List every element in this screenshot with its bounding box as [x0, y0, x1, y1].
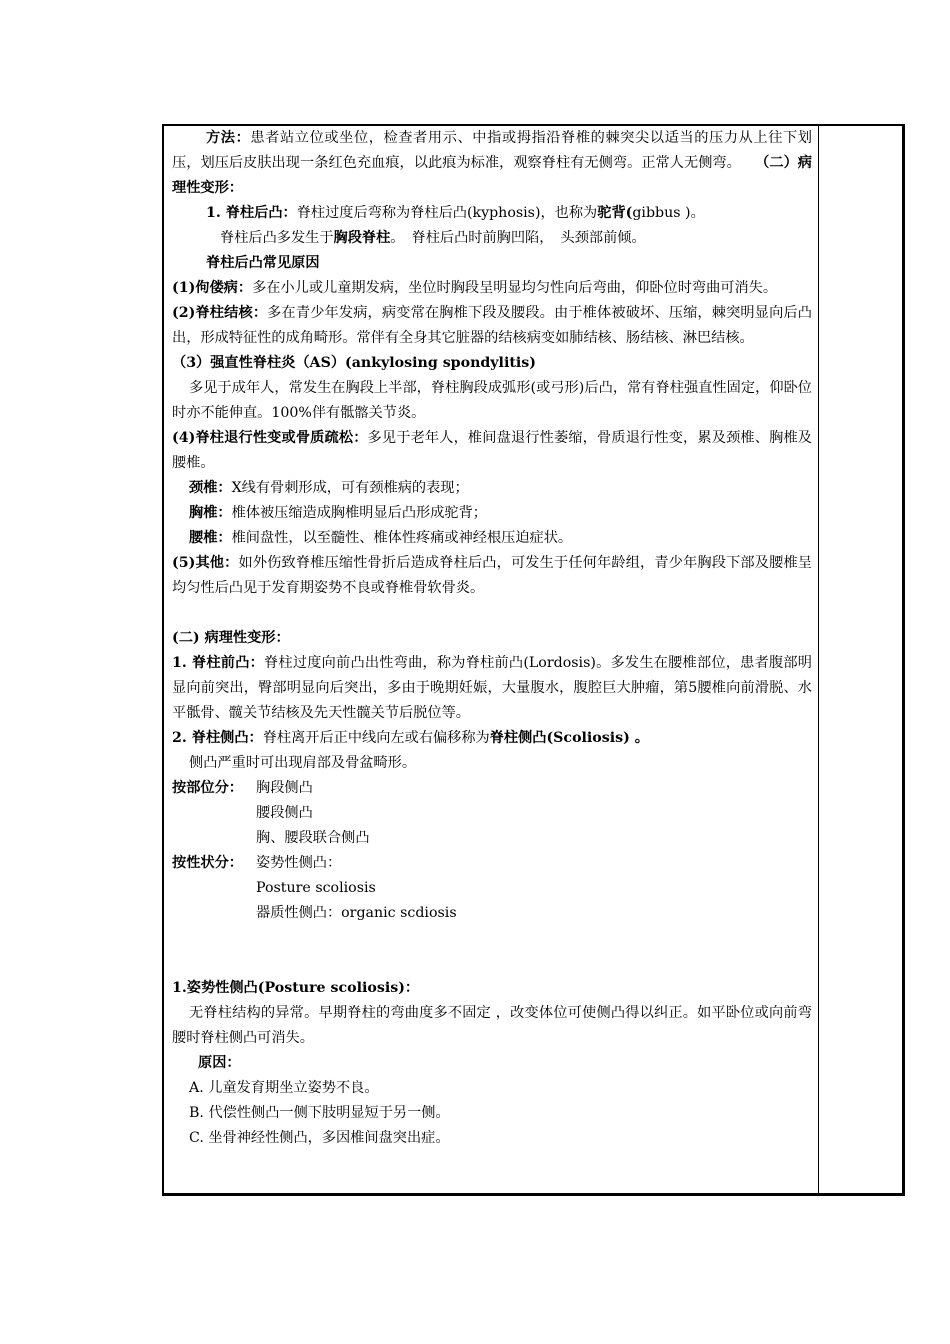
- kyphosis-site-a: 脊柱后凸多发生于: [220, 230, 334, 246]
- method-label: 方法：: [206, 130, 251, 146]
- degen-paragraph: [172, 426, 812, 476]
- kyphosis-site-b: 。 脊柱后凸时前胸凹陷， 头颈部前倾。: [390, 230, 646, 246]
- spacer-large: [172, 926, 812, 976]
- by-site-row-3: [172, 826, 812, 851]
- by-site-item-3: 胸、腰段联合侧凸: [256, 830, 370, 846]
- by-nature-item-3: 器质性侧凸：organic scdiosis: [256, 905, 457, 921]
- postural-text: 无脊柱结构的异常。早期脊柱的弯曲度多不固定 ，改变体位可使侧凸得以纠正。如平卧位或向前弯腰时脊柱侧凸可消失。: [172, 1005, 812, 1046]
- section2-title-text: (二) 病理性变形：: [172, 630, 290, 646]
- thoracic-label: 胸椎：: [189, 505, 232, 521]
- reason-a-line: [172, 1076, 812, 1101]
- table-content-cell: [172, 126, 812, 1151]
- postural-title: [172, 976, 812, 1001]
- postural-paragraph: [172, 1001, 812, 1051]
- causes-title-text: 脊柱后凸常见原因: [206, 255, 320, 271]
- degen-label: (4)脊柱退行性变或骨质疏松：: [172, 430, 368, 446]
- reasons-label: 原因：: [198, 1055, 241, 1071]
- reason-c: C. 坐骨神经性侧凸，多因椎间盘突出症。: [189, 1130, 450, 1146]
- by-nature-item-2: Posture scoliosis: [256, 880, 376, 896]
- lordosis-paragraph: [172, 651, 812, 726]
- by-site-row-1: [172, 776, 812, 801]
- method-text: 患者站立位或坐位，检查者用示、中指或拇指沿脊椎的棘突尖以适当的压力从上往下划压，划压后皮肤出现一条红色充血痕，以此痕为标准，观察脊柱有无侧弯。正常人无侧弯。: [172, 130, 812, 171]
- scoliosis-severe-text: 侧凸严重时可出现肩部及骨盆畸形。: [189, 755, 417, 771]
- rickets-label: (1)佝偻病：: [172, 280, 253, 296]
- reason-c-line: [172, 1126, 812, 1151]
- as-title: [172, 351, 812, 376]
- lumbar-text: 椎间盘性，以至髓性、椎体性疼痛或神经根压迫症状。: [231, 530, 573, 546]
- kyphosis-site-paragraph: [172, 226, 812, 251]
- section2-inline-heading: （二）病理性变形：: [172, 155, 812, 196]
- rickets-text: 多在小儿或儿童期发病，坐位时胸段呈明显均匀性向后弯曲，仰卧位时弯曲可消失。: [252, 280, 778, 296]
- by-site-item-2: 腰段侧凸: [256, 805, 313, 821]
- lordosis-text: 脊柱过度向前凸出性弯曲，称为脊柱前凸(Lordosis)。多发生在腰椎部位，患者腹部明显向前突出，臀部明显向后突出，多由于晚期妊娠，大量腹水，腹腔巨大肿瘤，第5腰椎向前滑脱、水平骶骨、髋关节结核及先天性髋关节后脱位等。: [172, 655, 812, 721]
- other-label: (5)其他：: [172, 555, 239, 571]
- scoliosis-severe-line: [172, 751, 812, 776]
- other-paragraph: [172, 551, 812, 601]
- kyphosis-site-bold: 胸段脊柱: [333, 230, 391, 246]
- thoracic-text: 椎体被压缩造成胸椎明显后凸形成驼背；: [231, 505, 487, 521]
- by-nature-item-1: 姿势性侧凸：: [256, 855, 342, 871]
- tb-label: (2)脊柱结核：: [172, 305, 268, 321]
- section2-title: [172, 626, 812, 651]
- postural-title-text: 1.姿势性侧凸(Posture scoliosis)：: [172, 980, 420, 996]
- kyphosis-label: 1. 脊柱后凸：: [206, 205, 297, 221]
- by-nature-row-1: [172, 851, 812, 876]
- as-text: 多见于成年人，常发生在胸段上半部，脊柱胸段成弧形(或弓形)后凸，常有脊柱强直性固定，仰卧位时亦不能伸直。100%伴有骶髂关节炎。: [172, 380, 812, 421]
- method-paragraph: [172, 126, 812, 201]
- degen-text: 多见于老年人，椎间盘退行性萎缩，骨质退行性变，累及颈椎、胸椎及腰椎。: [172, 430, 812, 471]
- scoliosis-text: 脊柱离开后正中线向左或右偏移称为: [262, 730, 490, 746]
- as-title-text: （3）强直性脊柱炎（AS）(ankylosing spondylitis): [172, 355, 536, 371]
- reason-b: B. 代偿性侧凸一侧下肢明显短于另一侧。: [189, 1105, 450, 1121]
- kyphosis-text-b: gibbus )。: [632, 205, 705, 221]
- scoliosis-label: 2. 脊柱侧凸：: [172, 730, 263, 746]
- rickets-paragraph: [172, 276, 812, 301]
- by-nature-row-2: [172, 876, 812, 901]
- scoliosis-bold: 脊柱侧凸(Scoliosis) 。: [489, 730, 649, 746]
- reason-b-line: [172, 1101, 812, 1126]
- cervical-text: X线有骨刺形成，可有颈椎病的表现；: [231, 480, 469, 496]
- table-column-divider: [818, 124, 819, 1196]
- by-site-row-2: [172, 801, 812, 826]
- spacer: [172, 601, 812, 626]
- by-site-item-1: 胸段侧凸: [256, 780, 313, 796]
- causes-title: [172, 251, 812, 276]
- tb-text: 多在青少年发病，病变常在胸椎下段及腰段。由于椎体被破坏、压缩，棘突明显向后凸出，形成特征性的成角畸形。常伴有全身其它脏器的结核病变如肺结核、肠结核、淋巴结核。: [172, 305, 812, 346]
- scoliosis-paragraph: [172, 726, 812, 751]
- by-site-label: 按部位分：: [172, 780, 243, 796]
- reason-a: A. 儿童发育期坐立姿势不良。: [189, 1080, 379, 1096]
- by-nature-row-3: [172, 901, 812, 926]
- kyphosis-text-a: 脊柱过度后弯称为脊柱后凸(kyphosis)，也称为: [296, 205, 598, 221]
- cervical-line: [172, 476, 812, 501]
- by-nature-label: 按性状分：: [172, 855, 243, 871]
- kyphosis-paragraph: [172, 201, 812, 226]
- kyphosis-bold: 驼背(: [597, 205, 633, 221]
- reasons-line: [172, 1051, 812, 1076]
- lumbar-label: 腰椎：: [189, 530, 232, 546]
- tb-paragraph: [172, 301, 812, 351]
- as-paragraph: [172, 376, 812, 426]
- lordosis-label: 1. 脊柱前凸：: [172, 655, 265, 671]
- other-text: 如外伤致脊椎压缩性骨折后造成脊柱后凸，可发生于任何年龄组，青少年胸段下部及腰椎呈均匀性后凸见于发育期姿势不良或脊椎骨软骨炎。: [172, 555, 812, 596]
- lumbar-line: [172, 526, 812, 551]
- cervical-label: 颈椎：: [189, 480, 232, 496]
- thoracic-line: [172, 501, 812, 526]
